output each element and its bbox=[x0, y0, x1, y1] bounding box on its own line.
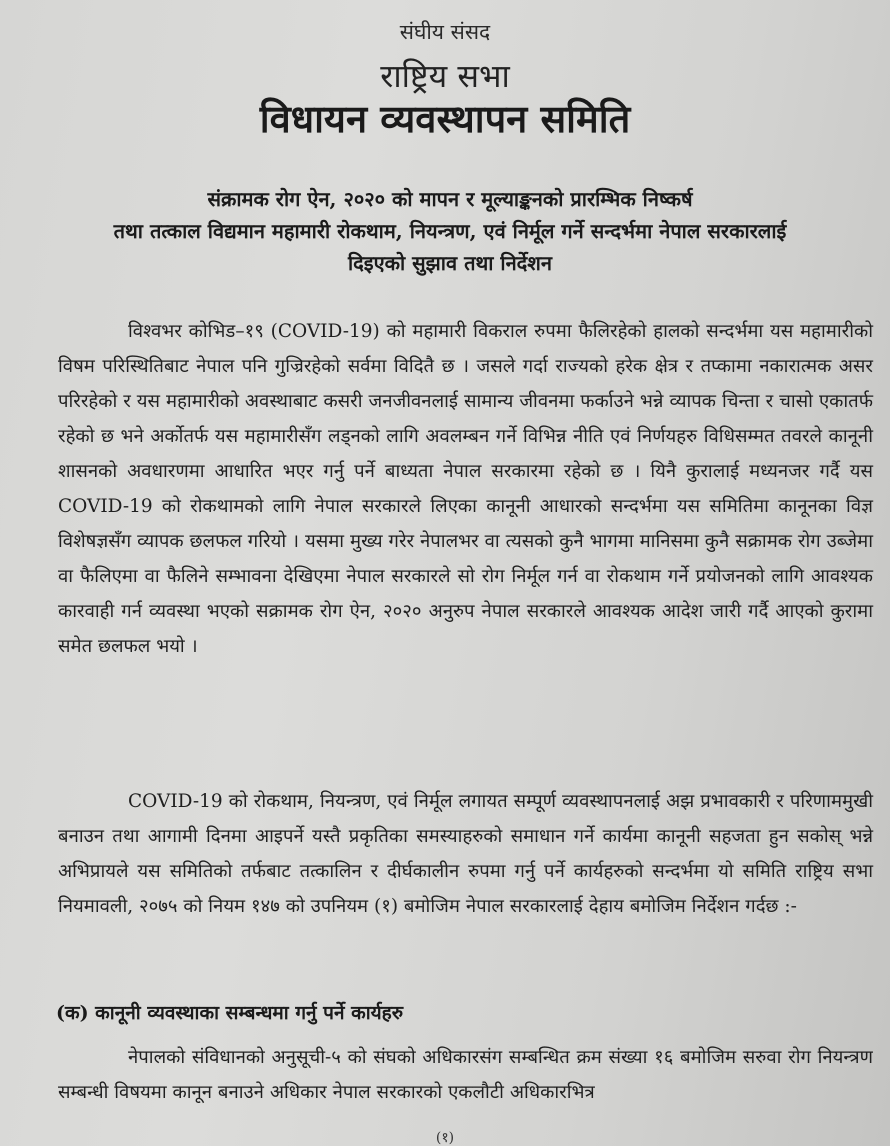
section-heading: (क) कानूनी व्यवस्थाका सम्बन्धमा गर्नु पर्ने कार्यहरु bbox=[56, 1002, 404, 1024]
body-paragraph-3 bbox=[58, 1040, 873, 1140]
page-number: (१) bbox=[435, 1130, 455, 1146]
paragraph-1-text: विश्वभर कोभिड–१९ (COVID-19) को महामारी विकराल रुपमा फैलिरहेको हालको सन्दर्भमा यस महामारीको विषम परिस्थितिबाट नेपाल पनि गुज्रिरहेको सर्वमा विदितै छ । जसले गर्दा राज्यको हरेक क्षेत्र र तप्कामा नकारात्मक असर परिरहेको र यस महामारीको अवस्थाबाट कसरी जनजीवनलाई सामान्य जीवनमा फर्काउने भन्ने व्यापक चिन्ता र चासो एकातर्फ रहेको छ भने अर्कोतर्फ यस महामारीसँग लड्नको लागि अवलम्बन गर्ने विभिन्न नीति एवं निर्णयहरु विधिसम्मत तवरले कानूनी शासनको अवधारणमा आधारित भएर गर्नु पर्ने बाध्यता नेपाल सरकारमा रहेको छ । यिनै कुरालाई मध्यनजर गर्दै यस COVID-19 को रोकथामको लागि नेपाल सरकारले लिएका कानूनी आधारको सन्दर्भमा यस समितिमा कानूनका विज्ञ विशेषज्ञसँग व्यापक छलफल गरियो । यसमा मुख्य गरेर नेपालभर वा त्यसको कुनै भागमा मानिसमा कुनै सक्रामक रोग उब्जेमा वा फैलिएमा वा फैलिने सम्भावना देखिएमा नेपाल सरकारले सो रोग निर्मूल गर्न वा रोकथाम गर्ने प्रयोजनको लागि आवश्यक कारवाही गर्न व्यवस्था भएको सक्रामक रोग ऐन, २०२० अनुरुप नेपाल सरकारले आवश्यक आदेश जारी गर्दै आएको कुरामा समेत छलफल भयो । bbox=[58, 321, 873, 657]
subject-line-2: तथा तत्काल विद्यमान महामारी रोकथाम, नियन्त्रण, एवं निर्मूल गर्ने सन्दर्भमा नेपाल सरकारलाई bbox=[113, 219, 787, 243]
paragraph-2-text: COVID-19 को रोकथाम, नियन्त्रण, एवं निर्मूल लगायत सम्पूर्ण व्यवस्थापनलाई अझ प्रभावकारी र परिणाममुखी बनाउन तथा आगामी दिनमा आइपर्ने यस्तै प्रकृतिका समस्याहरुको समाधान गर्ने कार्यमा कानूनी सहजता हुन सकोस् भन्ने अभिप्रायले यस समितिको तर्फबाट तत्कालिन र दीर्घकालीन रुपमा गर्नु पर्ने कार्यहरुको सन्दर्भमा यो समिति राष्ट्रिय सभा नियमावली, २०७५ को नियम १४७ को उपनियम (१) बमोजिम नेपाल सरकारलाई देहाय बमोजिम निर्देशन गर्दछ :- bbox=[58, 791, 873, 917]
paragraph-3-text: नेपालको संविधानको अनुसूची-५ को संघको अधिकारसंग सम्बन्धित क्रम संख्या १६ बमोजिम सरुवा रोग नियन्त्रण सम्बन्धी विषयमा कानून बनाउने अधिकार नेपाल सरकारको एकलौटी अधिकारभित्र bbox=[58, 1047, 873, 1103]
header-committee-title: विधायन व्यवस्थापन समिति bbox=[259, 96, 631, 141]
document-subject bbox=[40, 183, 860, 279]
body-paragraph-2 bbox=[58, 784, 873, 924]
subject-line-3: दिइएको सुझाव तथा निर्देशन bbox=[347, 251, 552, 275]
body-paragraph-1 bbox=[58, 314, 873, 664]
subject-line-1: संक्रामक रोग ऐन, २०२० को मापन र मूल्याङ्कनको प्रारम्भिक निष्कर्ष bbox=[207, 187, 693, 211]
header-national-assembly: राष्ट्रिय सभा bbox=[380, 57, 510, 95]
header-federal-parliament: संघीय संसद bbox=[399, 20, 491, 44]
